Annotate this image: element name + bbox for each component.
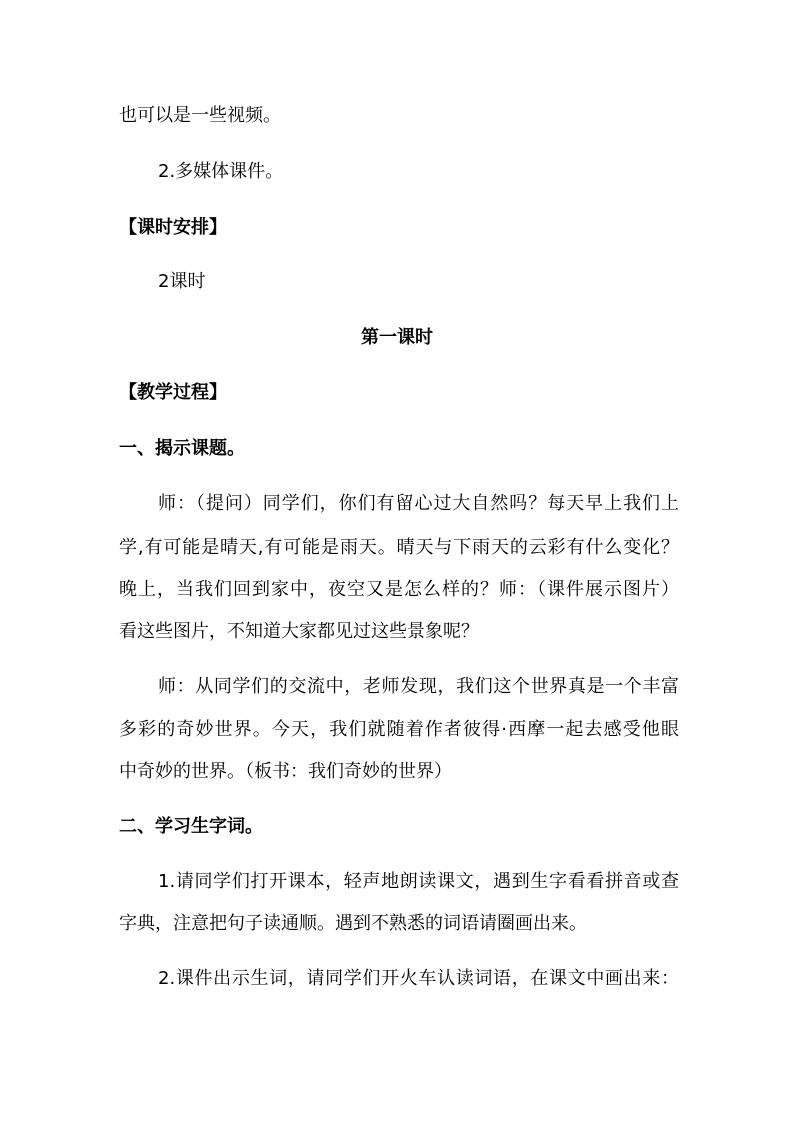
paragraph-2-line-1: [158, 675, 679, 699]
paragraph-1-line-3-text: 晚上，当我们回到家中，夜空又是怎么样的？师：（课件展示图片）: [119, 579, 679, 600]
paragraph-4-line-1-text: 2.课件出示生词，请同学们开火车认读词语，在课文中画出来：: [158, 968, 679, 989]
paragraph-1-line-1: [158, 492, 679, 516]
paragraph-2-line-3: 中奇妙的世界。（板书：我们奇妙的世界）: [119, 761, 452, 782]
section-heading-process: 【教学过程】: [119, 382, 227, 403]
paragraph-3-line-1: [158, 870, 679, 894]
paragraph-1-line-1-text: 师：（提问）同学们，你们有留心过大自然吗？每天早上我们上: [158, 493, 679, 514]
step-heading-reveal-topic: 一、揭示课题。: [119, 438, 245, 459]
paragraph-2-line-1-text: 师：从同学们的交流中，老师发现，我们这个世界真是一个丰富: [158, 676, 679, 697]
paragraph-4-line-1: [158, 967, 679, 991]
paragraph-1-line-4: 看这些图片，不知道大家都见过这些景象呢？: [119, 621, 479, 642]
schedule-value: 2课时: [158, 271, 206, 292]
paragraph-2-line-2: [119, 718, 679, 742]
paragraph-1-line-2-text: 学,有可能是晴天,有可能是雨天。晴天与下雨天的云彩有什么变化？: [119, 537, 679, 558]
lesson-title: 第一课时: [361, 327, 433, 348]
paragraph-1-line-2: [119, 536, 679, 560]
text-line-materials: 也可以是一些视频。: [119, 105, 281, 126]
paragraph-2-line-2-text: 多彩的奇妙世界。今天，我们就随着作者彼得·西摩一起去感受他眼: [119, 719, 679, 740]
paragraph-3-line-2: 字典，注意把句子读通顺。遇到不熟悉的词语请圈画出来。: [119, 913, 587, 934]
paragraph-1-line-3: [119, 578, 679, 602]
text-line-multimedia: 2.多媒体课件。: [158, 161, 284, 182]
section-heading-schedule: 【课时安排】: [119, 217, 227, 238]
step-heading-learn-words: 二、学习生字词。: [119, 816, 263, 837]
paragraph-3-line-1-text: 1.请同学们打开课本，轻声地朗读课文，遇到生字看看拼音或查: [158, 871, 679, 892]
